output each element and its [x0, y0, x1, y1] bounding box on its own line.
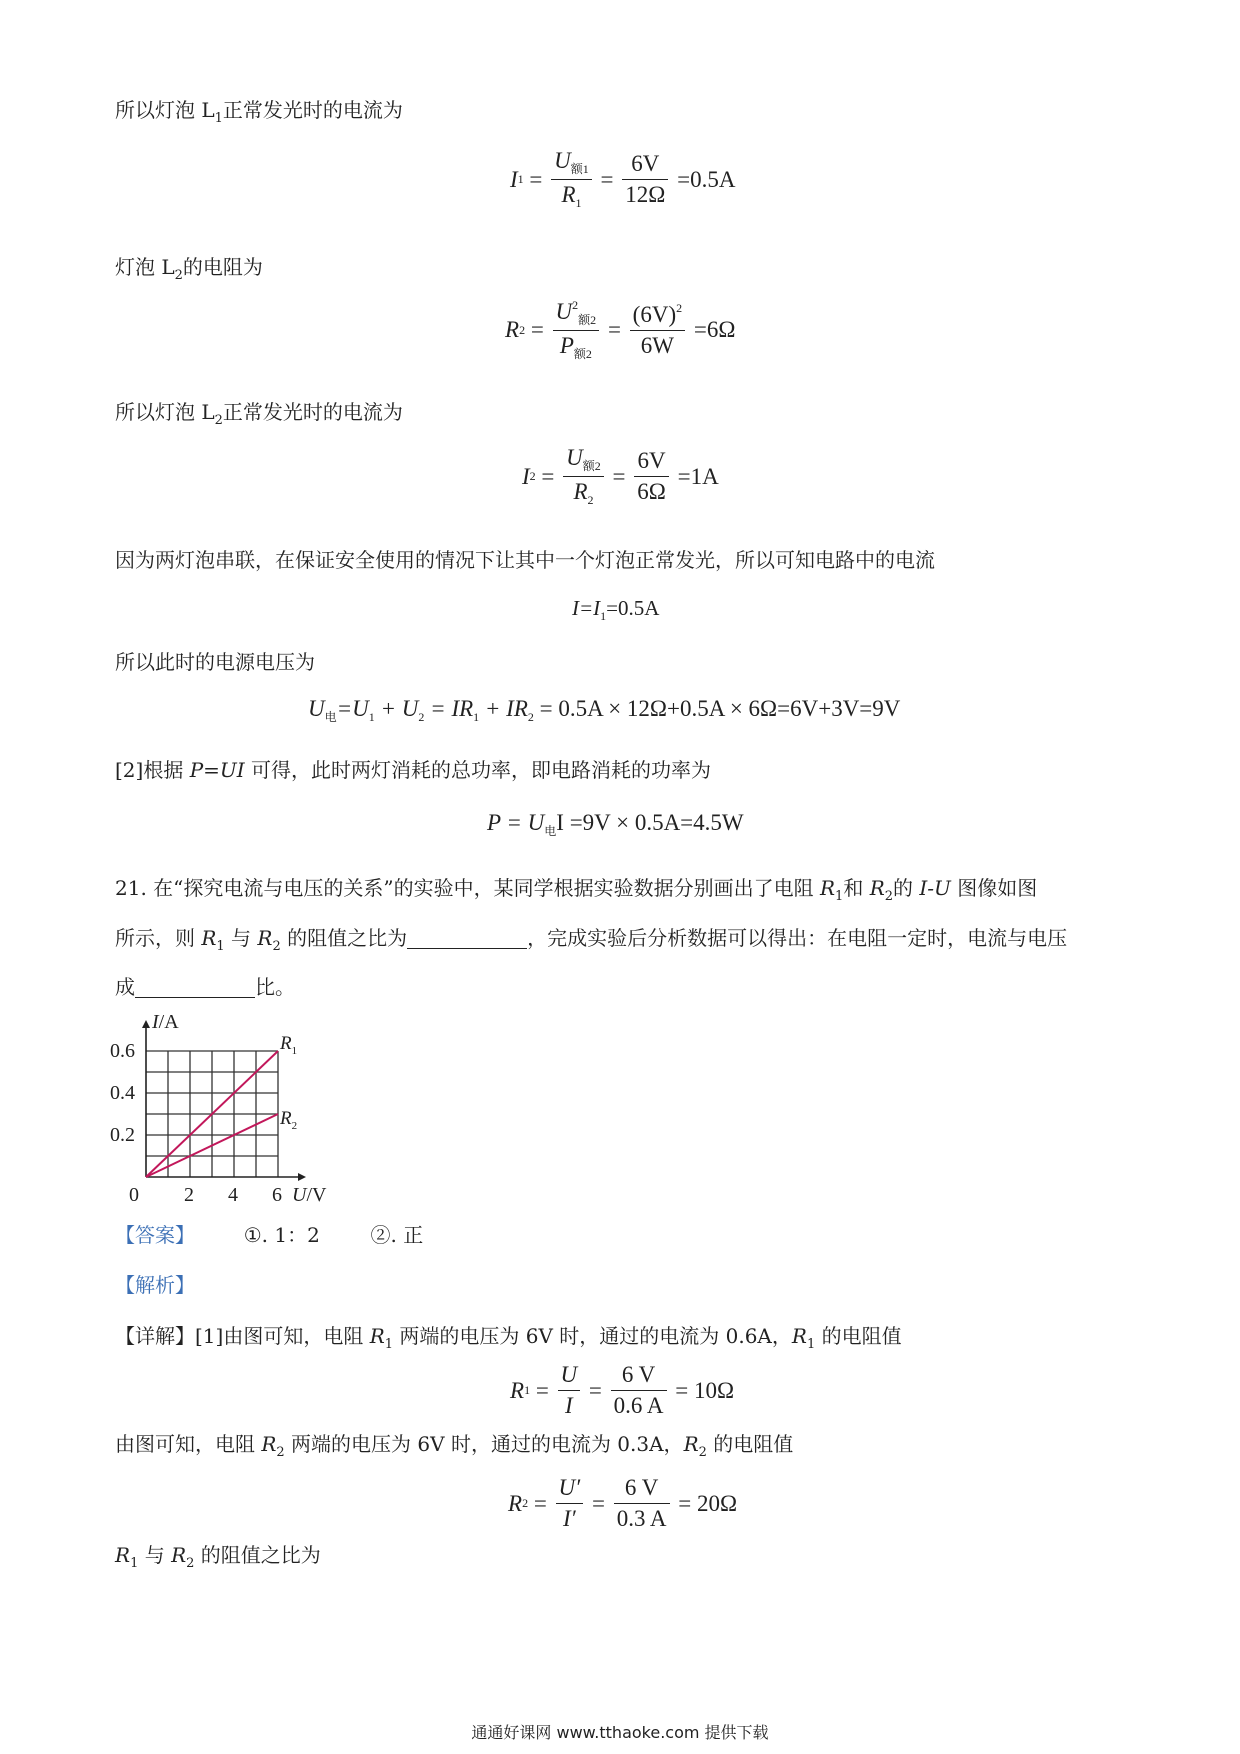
detail-line-1 — [115, 1322, 902, 1359]
answer-1: ①. 1：2 — [243, 1223, 320, 1247]
subscript: 1 — [214, 111, 223, 126]
equals: = — [600, 166, 614, 192]
result: = 20Ω — [678, 1490, 738, 1516]
subscript: 1 — [384, 1337, 394, 1352]
subscript: 2 — [519, 322, 526, 337]
text: [2]根据 — [115, 758, 190, 782]
text: 和 — [843, 876, 870, 900]
text-line — [115, 96, 403, 133]
symbol: R — [261, 1432, 277, 1456]
subscript: 2 — [698, 1445, 707, 1460]
equals: = — [541, 463, 555, 489]
x-tick-label: 6 — [272, 1184, 282, 1205]
superscript: 2 — [572, 298, 579, 312]
numerator: 6V — [637, 448, 666, 473]
equation-r2-value — [508, 1475, 737, 1532]
subscript: 1 — [806, 1337, 816, 1352]
answer-2: ②. 正 — [370, 1223, 424, 1247]
text: 比。 — [255, 975, 295, 999]
fraction — [553, 298, 600, 362]
y-tick-label: 0.4 — [110, 1082, 135, 1104]
answer-blank-1[interactable] — [407, 928, 527, 949]
subscript: 1 — [216, 939, 225, 954]
question-line-3 — [115, 973, 295, 1001]
fraction — [630, 301, 685, 359]
series-label-r1: $R_1$ — [280, 1033, 298, 1057]
text-line: 因为两灯泡串联，在保证安全使用的情况下让其中一个灯泡正常发光，所以可知电路中的电流 — [115, 548, 935, 572]
symbol: R — [115, 1543, 131, 1567]
text-line: 所以此时的电源电压为 — [115, 650, 315, 674]
equation-power — [487, 810, 744, 839]
denominator: I — [558, 1390, 581, 1419]
text: 可得，此时两灯消耗的总功率，即电路消耗的功率为 — [244, 758, 712, 782]
subscript: 1 — [575, 196, 582, 210]
equation-r1-value — [510, 1362, 734, 1419]
result: =1A — [677, 463, 719, 489]
subscript: 1 — [835, 889, 844, 904]
denominator: 6Ω — [634, 476, 669, 505]
symbol: I=I — [572, 596, 601, 620]
text: 所以灯泡 L — [115, 400, 215, 424]
denominator: 6W — [630, 330, 685, 359]
symbol: I-U — [919, 876, 951, 900]
fraction — [622, 151, 668, 208]
y-tick-label: 0.2 — [110, 1124, 135, 1146]
iu-graph — [108, 1005, 368, 1205]
text: 两端的电压为 6V 时，通过的电流为 0.6A， — [393, 1324, 792, 1348]
subscript: 1 — [524, 1383, 531, 1397]
equals: = — [530, 317, 544, 342]
text-line — [115, 398, 403, 435]
subscript: 1 — [130, 1556, 139, 1571]
denominator: 0.3 A — [614, 1503, 670, 1532]
subscript: 1 — [473, 710, 480, 724]
denominator: 12Ω — [622, 179, 668, 208]
text: 由图可知，电阻 — [115, 1432, 262, 1456]
detail-line-3 — [115, 1541, 321, 1578]
result: I =9V × 0.5A=4.5W — [556, 810, 744, 835]
x-tick-label: 0 — [129, 1184, 139, 1205]
subscript: 1 — [368, 710, 375, 724]
text: [1]由图可知，电阻 — [195, 1324, 370, 1348]
text: 21. 在“探究电流与电压的关系”的实验中，某同学根据实验数据分别画出了电阻 — [115, 876, 820, 900]
equals: = — [588, 1377, 602, 1403]
symbol: I — [510, 166, 518, 192]
text: 的电阻值 — [706, 1432, 794, 1456]
equals: = — [533, 1490, 547, 1516]
text: 两端的电压为 6V 时，通过的电流为 0.3A， — [284, 1432, 684, 1456]
result: = 0.5A × 12Ω+0.5A × 6Ω=6V+3V=9V — [533, 696, 901, 721]
subscript: 2 — [214, 413, 223, 428]
symbol: R — [819, 876, 836, 900]
result: =0.5A — [677, 166, 736, 192]
answer-blank-2[interactable] — [135, 977, 255, 998]
answer-tag: 【答案】 — [115, 1223, 195, 1247]
denominator: 0.6 A — [611, 1390, 667, 1419]
symbol: U — [308, 696, 325, 721]
symbol: = IR — [424, 696, 474, 721]
symbol: I — [522, 463, 530, 489]
text: 正常发光时的电流为 — [222, 98, 403, 122]
result: =0.5A — [606, 596, 660, 620]
symbol: U — [554, 148, 571, 173]
text: 成 — [115, 975, 135, 999]
symbol: R — [561, 182, 576, 207]
subscript: 2 — [527, 710, 534, 724]
x-tick-label: 2 — [184, 1184, 194, 1205]
text: 与 — [138, 1543, 172, 1567]
text: ，完成实验后分析数据可以得出：在电阻一定时，电流与电压 — [527, 926, 1068, 950]
symbol: + IR — [479, 696, 528, 721]
subscript: 2 — [272, 939, 281, 954]
fraction — [563, 445, 604, 508]
subscript: 2 — [587, 493, 594, 507]
symbol: P — [559, 333, 574, 358]
equation-u-source — [308, 696, 900, 725]
subscript: 2 — [522, 1496, 529, 1510]
numerator: (6V) — [632, 302, 677, 327]
subscript: 1 — [517, 172, 524, 186]
analysis-tag: 【解析】 — [115, 1273, 195, 1297]
superscript: 2 — [676, 301, 683, 315]
text: 的 — [893, 876, 920, 900]
equation-i2 — [522, 445, 719, 508]
fraction — [551, 148, 592, 211]
x-axis-arrow — [298, 1173, 306, 1181]
symbol: R — [257, 926, 273, 950]
equals: = — [591, 1490, 605, 1516]
subscript: 2 — [418, 710, 425, 724]
y-axis-label: I/A — [152, 1011, 179, 1033]
symbol: R — [510, 1377, 525, 1403]
symbol: R — [869, 876, 885, 900]
fraction — [556, 1475, 584, 1532]
symbol: R — [508, 1490, 523, 1516]
symbol: R — [505, 317, 520, 342]
symbol: R — [683, 1432, 699, 1456]
symbol: R — [573, 479, 588, 504]
text: 所示，则 — [115, 926, 202, 950]
subscript: 1 — [600, 609, 607, 623]
page-footer: 通通好课网 www.tthaoke.com 提供下载 — [471, 1723, 769, 1742]
text-line — [115, 756, 711, 784]
text: 图像如图 — [950, 876, 1038, 900]
subscript: 2 — [884, 889, 894, 904]
y-axis-arrow — [142, 1020, 150, 1028]
subscript: 额1 — [570, 162, 589, 176]
question-line-1 — [115, 874, 1037, 911]
denominator: I′ — [556, 1503, 584, 1532]
subscript: 额2 — [573, 347, 592, 361]
text: 所以灯泡 L — [115, 98, 215, 122]
subscript: 2 — [276, 1445, 285, 1460]
subscript: 额2 — [578, 313, 597, 327]
text: 灯泡 L — [115, 255, 175, 279]
equals: = — [535, 1377, 549, 1403]
question-line-2 — [115, 924, 1067, 961]
symbol: + U — [374, 696, 419, 721]
result: =6Ω — [693, 317, 736, 342]
subscript: 额2 — [582, 459, 601, 473]
symbol: U — [555, 299, 573, 324]
analysis-line — [115, 1271, 195, 1299]
symbol: R — [369, 1324, 385, 1348]
equals: = — [607, 317, 621, 342]
y-tick-label: 0.6 — [110, 1040, 135, 1062]
subscript: 2 — [174, 268, 183, 283]
symbol: U — [566, 445, 583, 470]
text: 正常发光时的电流为 — [222, 400, 403, 424]
equals: = — [529, 166, 543, 192]
fraction — [634, 448, 669, 505]
symbol: R — [171, 1543, 187, 1567]
subscript: 电 — [324, 710, 337, 724]
numerator: 6 V — [621, 1362, 656, 1387]
text-line — [115, 253, 263, 290]
symbol: =U — [336, 696, 369, 721]
subscript: 2 — [186, 1556, 195, 1571]
equals: = — [612, 463, 626, 489]
fraction — [611, 1362, 667, 1419]
result: = 10Ω — [675, 1377, 735, 1403]
equation-i1 — [510, 148, 735, 211]
symbol: R — [791, 1324, 807, 1348]
detail-line-2 — [115, 1430, 793, 1467]
numerator: 6V — [631, 151, 660, 176]
numerator: U′ — [558, 1475, 581, 1500]
fraction — [558, 1362, 581, 1419]
formula: P=UI — [189, 758, 245, 782]
text: 的电阻为 — [182, 255, 263, 279]
text: 的电阻值 — [815, 1324, 902, 1348]
symbol: P = U — [487, 810, 545, 835]
equation-i — [572, 596, 659, 624]
x-axis-label: U/V — [292, 1184, 327, 1205]
text: 的阻值之比为 — [194, 1543, 321, 1567]
numerator: U — [560, 1362, 578, 1387]
symbol: R — [201, 926, 217, 950]
text: 与 — [224, 926, 258, 950]
equation-r2 — [505, 298, 735, 362]
text: 的阻值之比为 — [280, 926, 408, 950]
fraction — [614, 1475, 670, 1532]
x-tick-label: 4 — [228, 1184, 238, 1205]
subscript: 电 — [544, 824, 557, 838]
subscript: 2 — [529, 469, 536, 483]
answer-line — [115, 1221, 423, 1249]
detail-tag: 【详解】 — [115, 1324, 195, 1348]
series-label-r2: $R_2$ — [280, 1108, 298, 1132]
numerator: 6 V — [624, 1475, 659, 1500]
